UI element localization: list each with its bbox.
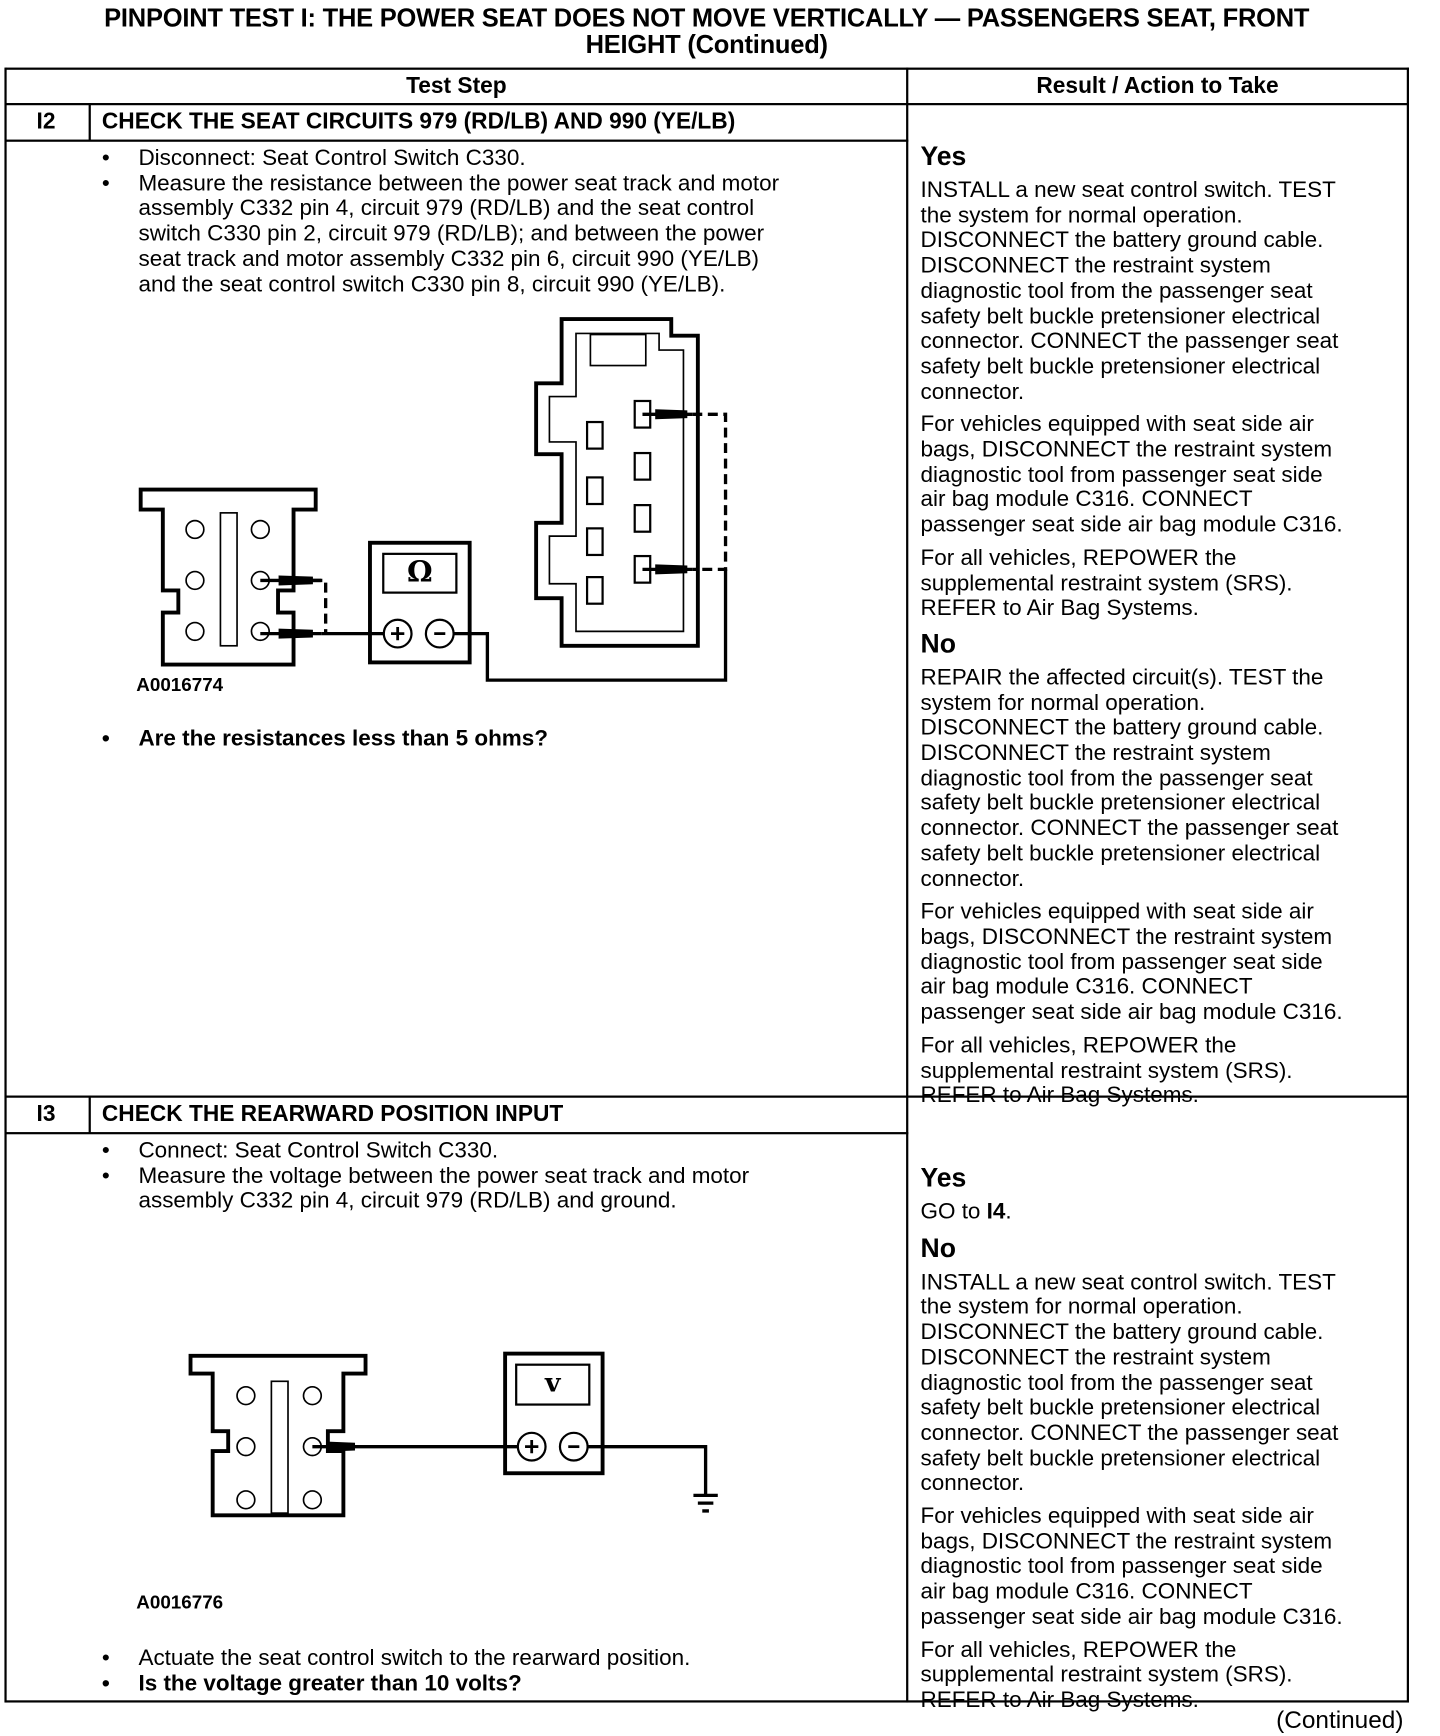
bullet-icon: • (101, 726, 110, 752)
result-text: . (1005, 1199, 1012, 1225)
meter-lead-negative (588, 1447, 705, 1496)
result-line: supplemental restraint system (SRS). (920, 571, 1293, 596)
result-line: system for normal operation. (920, 690, 1206, 716)
result-line: passenger seat side air bag module C316. (920, 1604, 1343, 1630)
result-line: For vehicles equipped with seat side air (920, 412, 1314, 437)
column-header-test-step: Test Step (406, 73, 507, 99)
result-line: DISCONNECT the battery ground cable. (920, 228, 1324, 254)
result-line: connector. CONNECT the passenger seat (920, 1421, 1339, 1446)
instruction-line: Is the voltage greater than 10 volts? (138, 1671, 522, 1696)
result-line: For all vehicles, REPOWER the (920, 1033, 1237, 1058)
result-line: REFER to Air Bag Systems. (920, 596, 1199, 621)
result-line: air bag module C316. CONNECT (920, 487, 1253, 513)
switch-pin (304, 1387, 322, 1405)
result-line: For vehicles equipped with seat side air (920, 1504, 1314, 1529)
instruction-line: switch C330 pin 2, circuit 979 (RD/LB); and between the power (138, 221, 765, 247)
result-line: bags, DISCONNECT the restraint system (920, 437, 1333, 462)
result-line: connector. CONNECT the passenger seat (920, 816, 1339, 841)
bullet-icon: • (101, 1646, 110, 1671)
instruction-line: and the seat control switch C330 pin 8, circuit 990 (YE/LB). (138, 271, 726, 297)
result-line: safety belt buckle pretensioner electrical (920, 841, 1321, 867)
result-label-yes: Yes (920, 141, 967, 172)
result-line: diagnostic tool from the passenger seat (920, 278, 1313, 304)
bullet-icon: • (101, 1163, 110, 1189)
result-line: safety belt buckle pretensioner electrical (920, 1446, 1321, 1471)
continued-footer: (Continued) (1276, 1705, 1404, 1734)
result-line: safety belt buckle pretensioner electrical (920, 1395, 1321, 1421)
bullet-icon: • (101, 171, 110, 196)
switch-connector-outline (191, 1356, 366, 1516)
page-title-line-1: PINPOINT TEST I: THE POWER SEAT DOES NOT MOVE VERTICALLY — PASSENGERS SEAT, FRONT (104, 3, 1310, 33)
switch-center-bar (271, 1381, 288, 1513)
instruction-line: Measure the resistance between the power seat track and motor (138, 171, 780, 196)
result-line: safety belt buckle pretensioner electrical (920, 791, 1321, 816)
switch-pin (237, 1491, 255, 1509)
result-line: supplemental restraint system (SRS). (920, 1662, 1293, 1688)
switch-pin (237, 1438, 255, 1456)
result-line: safety belt buckle pretensioner electrical (920, 354, 1321, 379)
ground-icon (693, 1495, 717, 1511)
instruction-line: assembly C332 pin 4, circuit 979 (RD/LB) and ground. (138, 1189, 677, 1214)
result-line: DISCONNECT the battery ground cable. (920, 1320, 1324, 1345)
bullet-icon: • (101, 1138, 110, 1164)
step-heading: CHECK THE REARWARD POSITION INPUT (101, 1101, 564, 1127)
result-line: REPAIR the affected circuit(s). TEST the (920, 665, 1324, 691)
figure-label: A0016774 (136, 674, 224, 696)
result-line: diagnostic tool from passenger seat side (920, 1554, 1323, 1579)
step-number: I2 (36, 108, 56, 135)
result-line: INSTALL a new seat control switch. TEST (920, 178, 1336, 203)
result-line: the system for normal operation. (920, 203, 1243, 228)
bullet-icon: • (101, 1671, 110, 1696)
instruction-line: Measure the voltage between the power seat track and motor (138, 1163, 750, 1189)
result-line: supplemental restraint system (SRS). (920, 1058, 1293, 1083)
result-line: diagnostic tool from passenger seat side (920, 950, 1323, 975)
result-text: GO to (920, 1199, 987, 1225)
instruction-line: Are the resistances less than 5 ohms? (138, 726, 548, 752)
result-line: bags, DISCONNECT the restraint system (920, 1529, 1333, 1554)
probe-body (328, 1442, 355, 1451)
instruction-line: Disconnect: Seat Control Switch C330. (138, 146, 526, 171)
result-line: passenger seat side air bag module C316. (920, 1000, 1343, 1025)
result-line: REFER to Air Bag Systems. (920, 1083, 1199, 1108)
result-line: passenger seat side air bag module C316. (920, 513, 1343, 538)
step-reference: I4 (986, 1199, 1006, 1225)
result-label-no: No (920, 629, 956, 660)
result-line: connector. CONNECT the passenger seat (920, 329, 1339, 354)
result-line: bags, DISCONNECT the restraint system (920, 924, 1333, 950)
result-line: connector. (920, 1471, 1025, 1496)
result-line: diagnostic tool from the passenger seat (920, 1370, 1313, 1396)
ohm-symbol: Ω (406, 556, 433, 590)
result-line: DISCONNECT the restraint system (920, 253, 1271, 279)
step-heading: CHECK THE SEAT CIRCUITS 979 (RD/LB) AND 990 (YE/LB) (101, 108, 736, 135)
result-line: diagnostic tool from the passenger seat (920, 766, 1313, 791)
result-line: air bag module C316. CONNECT (920, 975, 1253, 1000)
figure-label: A0016776 (136, 1591, 224, 1613)
instruction-line: Actuate the seat control switch to the rearward position. (138, 1646, 691, 1671)
result-line: diagnostic tool from passenger seat side (920, 462, 1323, 488)
column-header-result: Result / Action to Take (1036, 73, 1279, 99)
volt-symbol: v (545, 1365, 561, 1398)
page-title-line-2: HEIGHT (Continued) (585, 29, 828, 59)
result-line: air bag module C316. CONNECT (920, 1579, 1253, 1605)
step-number: I3 (36, 1101, 56, 1127)
result-label-yes: Yes (920, 1163, 967, 1193)
result-line: For all vehicles, REPOWER the (920, 1637, 1237, 1663)
bullet-icon: • (101, 146, 110, 171)
result-line: INSTALL a new seat control switch. TEST (920, 1270, 1336, 1295)
instruction-line: assembly C332 pin 4, circuit 979 (RD/LB) and the seat control (138, 196, 755, 221)
result-line: DISCONNECT the restraint system (920, 741, 1271, 766)
result-line: connector. (920, 379, 1025, 404)
result-line: the system for normal operation. (920, 1295, 1243, 1320)
result-line: connector. (920, 866, 1025, 892)
switch-pin (304, 1491, 322, 1509)
result-line: safety belt buckle pretensioner electrical (920, 304, 1321, 329)
result-line: For vehicles equipped with seat side air (920, 899, 1314, 925)
result-line: DISCONNECT the restraint system (920, 1345, 1271, 1371)
result-line: REFER to Air Bag Systems. (920, 1688, 1199, 1713)
result-label-no: No (920, 1233, 956, 1264)
result-line: DISCONNECT the battery ground cable. (920, 715, 1324, 741)
instruction-line: seat track and motor assembly C332 pin 6, circuit 990 (YE/LB) (138, 246, 760, 272)
switch-pin (237, 1387, 255, 1405)
result-line: For all vehicles, REPOWER the (920, 545, 1237, 571)
instruction-line: Connect: Seat Control Switch C330. (138, 1138, 499, 1164)
